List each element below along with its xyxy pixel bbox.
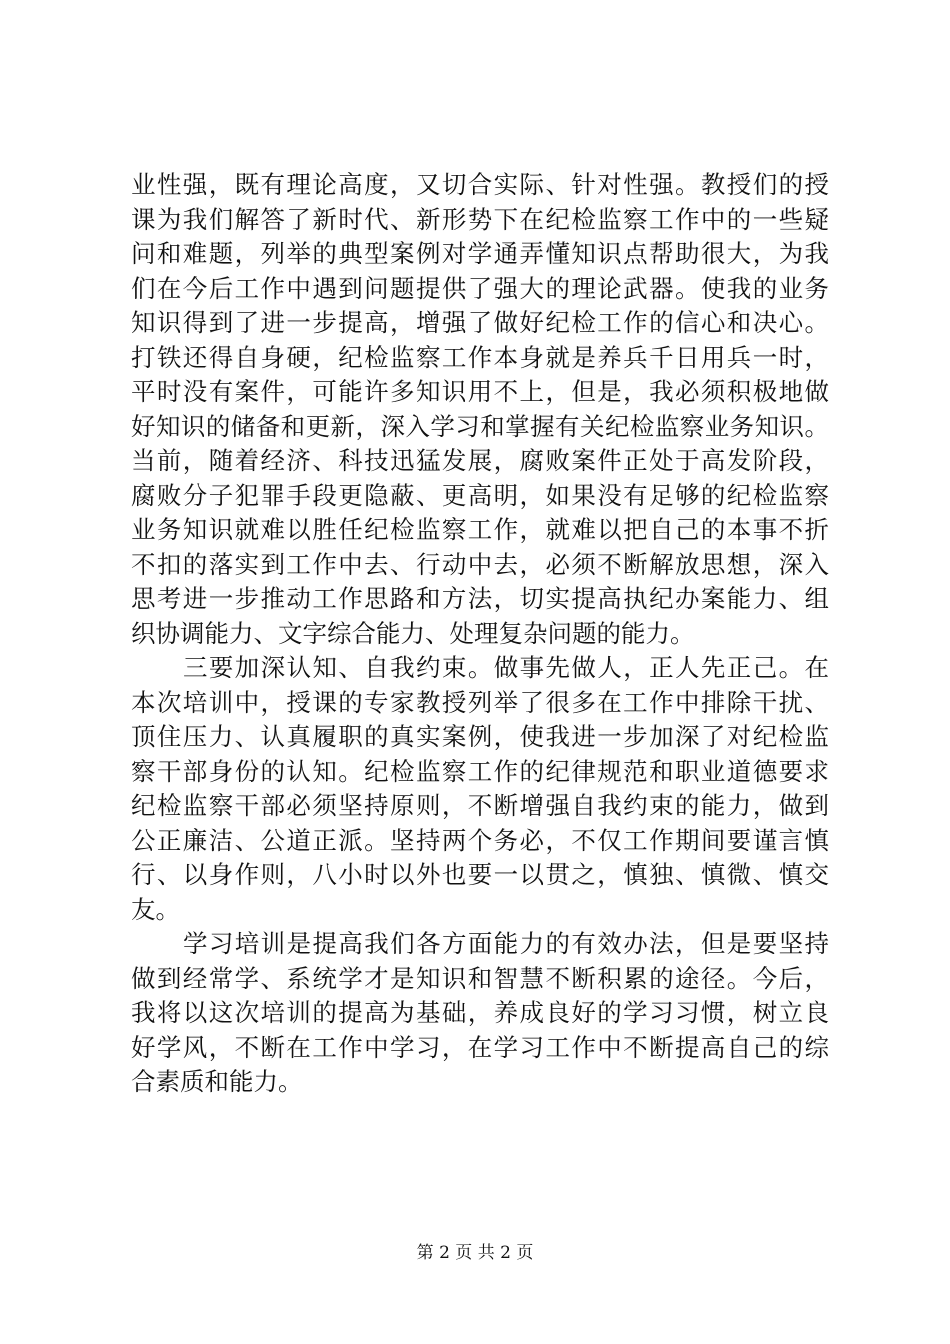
text-line: 课为我们解答了新时代、新形势下在纪检监察工作中的一些疑 [131,204,829,234]
text-line: 做到经常学、系统学才是知识和智慧不断积累的途径。今后， [131,963,829,993]
text-line: 友。 [131,894,180,924]
text-line: 学习培训是提高我们各方面能力的有效办法，但是要坚持 [183,929,829,958]
text-line: 好学风，不断在工作中学习，在学习工作中不断提高自己的综 [131,1032,829,1062]
text-line: 本次培训中，授课的专家教授列举了很多在工作中排除干扰、 [131,687,829,717]
text-line: 当前，随着经济、科技迅猛发展，腐败案件正处于高发阶段， [131,446,829,475]
text-line: 纪检监察干部必须坚持原则，不断增强自我约束的能力，做到 [131,791,829,820]
text-line: 三要加深认知、自我约束。做事先做人，正人先正己。在 [183,653,829,682]
paragraph [131,651,829,927]
text-line: 织协调能力、文字综合能力、处理复杂问题的能力。 [131,618,695,648]
text-line: 行、以身作则，八小时以外也要一以贯之，慎独、慎微、慎交 [131,860,829,889]
document-body [131,168,829,1100]
paragraph [131,927,829,1100]
text-line: 业性强，既有理论高度，又切合实际、针对性强。教授们的授 [131,170,829,199]
text-line: 业务知识就难以胜任纪检监察工作，就难以把自己的本事不折 [131,515,829,544]
text-line: 合素质和能力。 [131,1067,303,1096]
text-line: 腐败分子犯罪手段更隐蔽、更高明，如果没有足够的纪检监察 [131,480,829,510]
text-line: 不扣的落实到工作中去、行动中去，必须不断解放思想，深入 [131,549,829,579]
text-line: 们在今后工作中遇到问题提供了强大的理论武器。使我的业务 [131,273,829,303]
page-footer: 第 2 页 共 2 页 [416,1243,534,1263]
text-line: 我将以这次培训的提高为基础，养成良好的学习习惯，树立良 [131,998,829,1027]
paragraph [131,168,829,651]
text-line: 知识得到了进一步提高，增强了做好纪检工作的信心和决心。 [131,308,829,337]
text-line: 问和难题，列举的典型案例对学通弄懂知识点帮助很大，为我 [131,239,829,268]
text-line: 打铁还得自身硬，纪检监察工作本身就是养兵千日用兵一时， [131,342,829,372]
text-line: 思考进一步推动工作思路和方法，切实提高执纪办案能力、组 [131,584,829,613]
text-line: 公正廉洁、公道正派。坚持两个务必，不仅工作期间要谨言慎 [131,825,829,855]
text-line: 顶住压力、认真履职的真实案例，使我进一步加深了对纪检监 [131,722,829,751]
text-line: 平时没有案件，可能许多知识用不上，但是，我必须积极地做 [131,377,829,406]
text-line: 察干部身份的认知。纪检监察工作的纪律规范和职业道德要求 [131,756,829,786]
text-line: 好知识的储备和更新，深入学习和掌握有关纪检监察业务知识。 [131,411,829,441]
